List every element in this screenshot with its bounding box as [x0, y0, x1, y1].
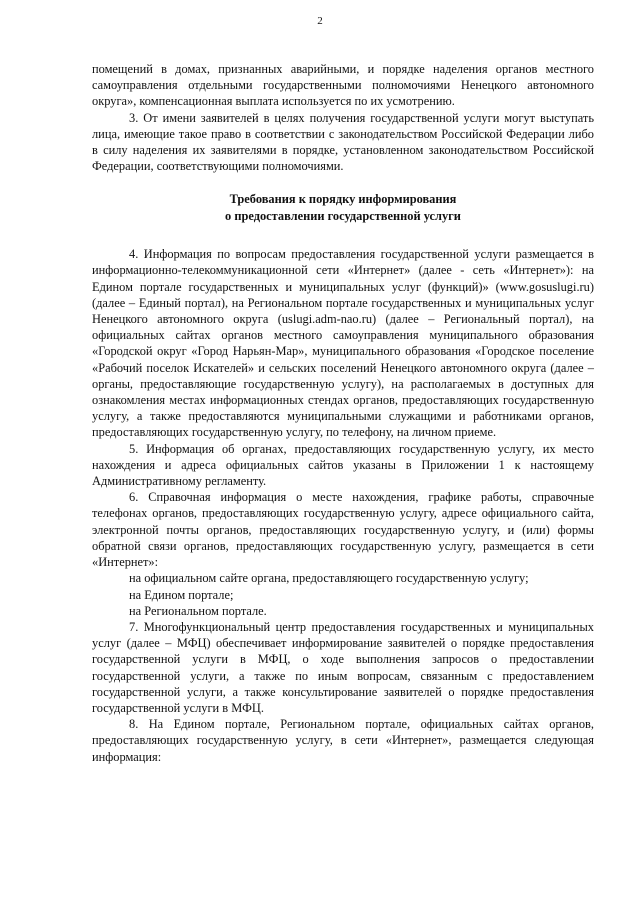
paragraph-8: 8. На Едином портале, Региональном портале, официальных сайтах органов, предоставляющих государственную услугу, в сети «Интернет», размещается следующая информация:: [92, 717, 594, 764]
section-heading: [92, 191, 594, 224]
paragraph-3: 3. От имени заявителей в целях получения государственной услуги могут выступать лица, имеющие такое право в соответствии с законодательством Российской Федерации либо в силу наделения их заявителями в порядке, установленном законодательством Российской Федерации, соответствующими полномочиями.: [92, 110, 594, 174]
paragraph-continuation: помещений в домах, признанных аварийными, и порядке наделения органов местного самоуправления отдельными государственными полномочиями Ненецкого автономного округа», компенсационная выплата используется по их усмотрению.: [92, 62, 594, 109]
section-heading-line-1: Требования к порядку информирования: [229, 192, 457, 207]
paragraph-7: 7. Многофункциональный центр предоставления государственных и муниципальных услуг (далее – МФЦ) обеспечивает информирование заявителей о порядке предоставления государственной услуги в МФЦ, о ходе выполнения запросов о предоставлении государственной услуги, а также по иным вопросам, связанным с предоставлением государственной услуги, а также консультирование заявителей о порядке предоставления государственной услуги в МФЦ.: [92, 619, 594, 715]
list-item-unified-portal: на Едином портале;: [129, 587, 234, 602]
paragraph-4: 4. Информация по вопросам предоставления государственной услуги размещается в информационно-телекоммуникационной сети «Интернет» (далее - сеть «Интернет»): на Едином портале государственных и муниципальных услуг (функций)» (www.gosuslugi.ru) (далее – Единый портал), на Региональном портале государственных и муниципальных услуг Ненецкого автономного округа (uslugi.adm-nao.ru) (далее – Региональный портал), на официальных сайтах органов местного самоуправления муниципального образования «Городской округ «Город Нарьян-Мар», муниципального образования «Городское поселение «Рабочий поселок Искателей» и сельских поселений Ненецкого автономного округа (далее – органы, предоставляющие государственную услугу), на располагаемых в доступных для ознакомления местах информационных стендах органов, предоставляющих государственную услугу, а также предоставляются муниципальными служащими и работниками органов, предоставляющих государственную услугу, по телефону, на личном приеме.: [92, 247, 594, 440]
section-heading-line-2: о предоставлении государственной услуги: [225, 208, 461, 223]
page-number: 2: [317, 15, 323, 27]
paragraph-5: 5. Информация об органах, предоставляющих государственную услугу, их место нахождения и адреса официальных сайтов указаны в Приложении 1 к настоящему Административному регламенту.: [92, 441, 594, 489]
list-item-official-site: на официальном сайте органа, предоставляющего государственную услугу;: [129, 571, 529, 586]
paragraph-6: 6. Справочная информация о месте нахождения, графике работы, справочные телефонах органов, предоставляющих государственную услугу, адресе официального сайта, электронной почты органов, предоставляющих государственную услугу, и (или) формы обратной связи органов, предоставляющих государственную услугу, размещается в сети «Интернет»:: [92, 490, 594, 570]
list-item-regional-portal: на Региональном портале.: [129, 603, 267, 618]
document-body: [92, 61, 594, 765]
